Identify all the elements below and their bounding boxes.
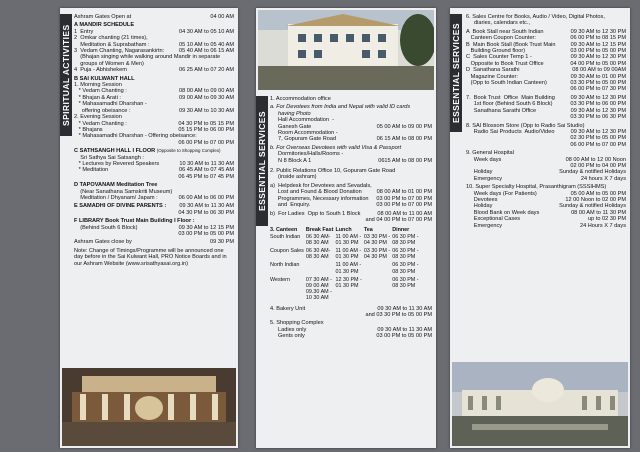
canteen-row <box>270 262 421 276</box>
samadhi-row: E SAMADHI OF DIVINE PARENTS : 09 30 AM to 11 30 AM <box>74 203 234 210</box>
timing-note: Note: Change of Timings/Programme will be announced one day before in the Sai Kulwant Hall, PRO Notice Boards and in our Ashram Website (www.srisathyasai.org.in) <box>74 247 227 267</box>
canteen-table <box>270 227 421 303</box>
schedule-time: 03 30 PM to 06 00 PM <box>570 101 626 108</box>
schedule-time: 06 00 AM to 06 00 PM <box>178 194 234 201</box>
canteen-cell: 06 30 AM- 08 30 AM <box>305 233 331 246</box>
schedule-label: (Near Sanathana Samskriti Museum) <box>74 188 173 195</box>
building-photo <box>258 10 434 90</box>
hospital-photo <box>452 362 628 446</box>
schedule-row <box>466 223 626 229</box>
schedule-label: Blood Bank on Week days <box>466 209 540 216</box>
bakery-row: 4. Bakery Unit 09 30 AM to 11 30 AM <box>270 305 432 312</box>
schedule-time: 09 30 AM to 11 30 AM <box>377 326 432 333</box>
schedule-label: * Mahasamadhi Dharshan - <box>74 101 147 108</box>
schedule-label: and Enquiry. <box>270 202 311 209</box>
schedule-label: b) For Ladies Opp to South 1 Block <box>270 210 361 217</box>
sathsangh-hall-list <box>74 155 234 181</box>
schedule-row <box>278 333 432 339</box>
schedule-label: N 8 Block A 1 <box>278 157 312 164</box>
canteen-header-cell: 3. Canteen <box>270 227 298 234</box>
schedule-time: 03 00 PM to 05 00 PM <box>178 231 234 237</box>
schedule-label: Week days <box>466 156 502 163</box>
schedule-time: 0615 AM to 08 00 PM <box>378 157 432 164</box>
schedule-time: 08 00 AM to 09 00AM <box>572 67 626 74</box>
schedule-label: a) Helpdesk for Devotees and Sevadals, <box>270 182 372 189</box>
schedule-label: 1. Morning Session <box>74 82 122 89</box>
helpdesk-list <box>270 183 432 209</box>
accommodation-overseas-list <box>270 151 432 164</box>
schedule-label: B Main Book Stall (Book Trust Main <box>466 41 556 48</box>
shopping-complex-list <box>270 327 432 340</box>
schedule-time: 08 00 AM to 12 00 Noon <box>565 156 626 163</box>
canteen-cell <box>364 262 392 276</box>
schedule-time: 08 00 AM to 11 00 AM <box>377 210 432 217</box>
schedule-label: Building Ground floor) <box>466 48 526 55</box>
canteen-cell: Coupon Sales <box>270 247 304 254</box>
schedule-time: 05 40 AM to 06 15 AM <box>178 48 234 55</box>
schedule-label: 2. Evening Session <box>74 114 122 121</box>
schedule-label: Programmes, Necessary information <box>270 195 369 202</box>
schedule-time: 03 30 PM to 06 30 PM <box>570 114 626 121</box>
canteen-cell: North Indian <box>270 262 300 269</box>
schedule-time: 06 15 AM to 08 00 PM <box>376 136 432 143</box>
schedule-time: 09 30 AM to 12 30 PM <box>570 94 626 101</box>
canteen-cell: 11 00 AM - 01 30 PM <box>335 247 362 261</box>
super-specialty-title: 10. Super Specialty Hospital, Prasanthigram (SSSIHMS) <box>466 184 607 191</box>
canteen-cell: 03 30 PM - 04 30 PM <box>363 233 391 246</box>
schedule-label: offering obeisance : <box>74 107 131 114</box>
schedule-label: Dormitories/Halls/Rooms - <box>278 151 344 158</box>
schedule-label: Emergency <box>466 222 503 229</box>
schedule-time: Sunday & notified Holidays <box>559 169 626 176</box>
book-trust-list <box>466 95 626 121</box>
schedule-label: Room Accommodation - <box>278 130 338 137</box>
accommodation-india-list <box>270 117 432 143</box>
schedule-label: C Sales Counter Temp 1 - <box>466 54 532 61</box>
canteen-cell: 07 30 AM - 09 00 AM 09.30 AM - 10 30 AM <box>305 276 332 302</box>
schedule-time: 09 30 AM to 12 30 PM <box>570 128 626 135</box>
schedule-time: 05 10 AM to 05 40 AM <box>178 41 234 48</box>
sathsangh-hall-title: C SATHSANGH HALL I FLOOR (Opposite to Shopping Complex) <box>74 148 221 155</box>
schedule-time: Sunday & notified Holidays <box>559 203 626 210</box>
library-list <box>74 225 234 238</box>
sales-centre-list <box>466 29 626 93</box>
schedule-time: 10 30 AM to 11 30 AM <box>179 160 234 167</box>
schedule-label: A Book Stall near South Indian <box>466 28 544 35</box>
accommodation-title: 1. Accommodation office <box>270 96 331 102</box>
schedule-time: 05 00 AM to 05 00 PM <box>570 190 626 197</box>
schedule-time: 09 30 AM to 12 30 PM <box>570 107 626 114</box>
schedule-time: 06 45 AM to 07 45 AM <box>178 167 234 174</box>
schedule-time: 06 00 PM to 07 30 PM <box>570 86 626 93</box>
mandir-schedule-list <box>74 29 234 74</box>
schedule-label: Canteen Coupon Counter: <box>466 35 536 42</box>
schedule-time: 09 30 AM to 01 00 PM <box>570 73 626 80</box>
sai-kulwant-hall-title: B SAI KULWANT HALL <box>74 75 135 82</box>
schedule-label: Magazine Counter: <box>466 73 518 80</box>
sidebar-spiritual-activities: SPIRITUAL ACTIVITIES <box>60 14 72 136</box>
schedule-label: Ganesh Gate <box>278 123 312 130</box>
tapovanam-title: D TAPOVANAM Meditation Tree <box>74 182 158 189</box>
schedule-label: Radio Sai Products Audio/Video <box>466 128 555 135</box>
schedule-label: 7, Gopuram Gate Road <box>278 136 337 143</box>
schedule-time: 06 45 PM to 07 45 PM <box>178 173 234 180</box>
panel3-content: 6. Sales Centre for Books, Audio / Video, Digital Photos, diaries, calendars etc., A Book Stall near South Indian 09 30 AM to 12 30 PM Canteen Coupon Counter: 06 00 PM to 08 15 PM B Main Book Stall (Book Trust Main 09 30 AM to 12 15 PM Building Ground floor) 03 00 PM to 05 00 PM C Sales Counter Temp 1 - 09 30 AM to 12 30 PM Opposite to Book Trust Office 04 00 PM to 05 00 PM D Sanathana Sarathi 08 00 AM to 09 00AM Magazine Counter: 09 30 AM to 01 00 PM (Opp to South Indian Canteen) 03 30 PM to 05 00 PM 06 00 PM to 07 30 PM 7. Book Trust Office Main Building 09 30 AM to 12 30 PM 1st floor (Behind South 6 Block) 03 30 PM to 06 00 PM Sanathana Sarathi Office 09 30 AM to 12 30 PM 03 30 PM to 06 30 PM 8. SAI Blossom Store (Opp to Radio Sai Studio) Radio Sai Products Audio/Video 09 30 AM to 12 30 PM 02 30 PM to 05 00 PM 06 00 PM to 07 00 PM 9. General Hospital Week days 08 00 AM to 12 00 Noon 02 00 PM to 04 00 PM Holiday Sunday & notified Holidays Emergency 24 hours X 7 days 10. Super Specialty Hospital, Prasanthigram (SSSIHMS) Week days (For Patients) 05 00 AM to 05 00 PM Devotees 12 00 Noon to 02 00 PM Holiday Sunday & notified Holidays Blood Bank on Week days 08 00 AM to 11 30 PM Exceptional Cases up to 02 30 PM Emergency 24 Hours X 7 days <box>466 14 626 229</box>
schedule-label: (Behind South 6 Block) <box>74 224 138 231</box>
canteen-header-cell: Tea <box>363 227 373 234</box>
schedule-label: Exceptional Cases <box>466 216 521 223</box>
schedule-label: Week days (For Patients) <box>466 190 537 197</box>
schedule-label: 3 Vedam Chanting, Nagarasankirtn: <box>74 48 165 55</box>
mandir-schedule-title: A MANDIR SCHEDULE <box>74 22 135 29</box>
schedule-time: 06 00 PM to 07 00 PM <box>570 141 626 148</box>
schedule-label: 1 Entry <box>74 28 94 35</box>
sidebar-essential-services-2: ESSENTIAL SERVICES <box>450 14 462 132</box>
schedule-time: 12 00 Noon to 02 00 PM <box>565 196 626 203</box>
schedule-label: Devotees <box>466 196 498 203</box>
schedule-time: 08 00 AM to 09 00 AM <box>178 88 234 95</box>
schedule-label: groups of Women & Men) <box>74 60 144 67</box>
schedule-time: 04 30 AM to 05 10 AM <box>178 28 234 35</box>
canteen-cell: 06 30 PM - 08 30 PM <box>392 276 419 289</box>
sales-centre-title: 6. Sales Centre for Books, Audio / Video, Digital Photos, <box>466 14 605 20</box>
canteen-cell: 11 00 AM - 01 30 PM <box>335 262 362 275</box>
canteen-header-cell: Dinner <box>392 227 410 234</box>
schedule-time: 05 00 AM to 09 00 PM <box>376 123 432 130</box>
schedule-label: Ladies only <box>278 326 307 333</box>
schedule-label: Opposite to Book Trust Office <box>466 60 544 67</box>
canteen-cell: 06 30 AM- 08 30 AM <box>305 247 331 261</box>
schedule-time: 09 30 AM to 12 30 PM <box>570 54 626 61</box>
library-title: F LIBRARY Book Trust Main Building I Floor : <box>74 218 195 225</box>
schedule-time: 06 25 AM to 07 20 AM <box>178 67 234 74</box>
general-hospital-title: 9. General Hospital <box>466 150 514 157</box>
schedule-label: Sanathana Sarathi Office <box>466 107 537 114</box>
canteen-cell <box>306 262 336 276</box>
panel1-content: Ashram Gates Open at 04 00 AM A MANDIR SCHEDULE 1 Entry 04 30 AM to 05 10 AM 2 Omkar chanting (21 times), Meditation & Suprabatham : 05 10 AM to 05 40 AM 3 Vedam Chanting, Nagarasankirtn: 05 40 AM to 06 15 AM (Bhajan singing while walking around Mandir in separate groups of Women & Men) 4 Puja - Abhishekem 06 25 AM to 07 20 AM B SAI KULWANT HALL 1. Morning Session * Vedam Chanting : 08 00 AM to 09 00 AM * Bhajan & Arati : 09 00 AM to 09 30 AM * Mahasamadhi Dharshan - offering obeisance : 09 30 AM to 10 30 AM 2. Evening Session * Vedam Chanting : 04 30 PM to 05 15 PM * Bhajans 05 15 PM to 06 00 PM * Mahasamadhi Dharshan - Offering obeisance: 06 00 PM to 07 00 PM C SATHSANGH HALL I FLOOR (Opposite to Shopping Complex) Sri Sathya Sai Satsangh : * Lectures by Revered Speakers 10 30 AM to 11 30 AM * Meditation 06 45 AM to 07 45 AM 06 45 PM to 07 45 PM D TAPOVANAM Meditation Tree (Near Sanathana Samskriti Museum) Meditation / Dhyanam/ Japam : 06 00 AM to 06 00 PM E SAMADHI OF DIVINE PARENTS : 09 30 AM to 11 30 AM 04 30 PM to 06 30 PM F LIBRARY Book Trust Main Building I Floor : (Behind South 6 Block) 09 30 AM to 12 15 PM 03 00 PM to 05 00 PM Ashram Gates close by 09 30 PM Note: Change of Timings/Programme will be announced one day before in the Sai Kulwant Hall, PRO Notice Boards and in our Ashram Website (www.srisathyasai.org.in) <box>74 14 234 267</box>
canteen-row <box>270 277 421 304</box>
schedule-time: 08 00 AM to 01 00 PM <box>376 189 432 196</box>
schedule-label: * Bhajans <box>74 126 103 133</box>
schedule-label: * Mahasamadhi Dharshan - Offering obeisance: <box>74 133 197 140</box>
tapovanam-list <box>74 189 234 202</box>
schedule-label: Gents only <box>278 333 305 340</box>
schedule-time: 03 00 PM to 05 00 PM <box>376 333 432 340</box>
canteen-cell: 03 30 PM - 04 30 PM <box>363 247 391 261</box>
canteen-cell: 06 30 PM - 08 30 PM <box>392 247 419 261</box>
public-relations-title: 2. Public Relations Office 10, Gopuram Gate Road <box>270 168 396 175</box>
canteen-cell: 06 30 PM - 08 30 PM <box>392 233 419 246</box>
canteen-cell: South Indian <box>270 233 301 240</box>
schedule-label: Meditation & Suprabatham : <box>74 41 150 48</box>
schedule-label: Holiday <box>466 203 493 210</box>
schedule-label: (Opp to South Indian Canteen) <box>466 80 547 87</box>
schedule-time: 09 30 AM to 10 30 AM <box>178 107 234 114</box>
schedule-time: 09 30 AM to 12 15 PM <box>178 224 234 231</box>
schedule-time: 03 30 PM to 05 00 PM <box>570 80 626 87</box>
schedule-time: 24 Hours X 7 days <box>579 222 626 229</box>
schedule-label: D Sanathana Sarathi <box>466 67 520 74</box>
schedule-label: 1st floor (Behind South 6 Block) <box>466 101 553 108</box>
shopping-complex-title: 5. Shopping Complex <box>270 320 324 327</box>
schedule-time: 04 00 PM to 05 00 PM <box>570 60 626 67</box>
canteen-header-row <box>270 227 421 233</box>
schedule-row <box>74 195 234 201</box>
gates-open-row: Ashram Gates Open at 04 00 AM <box>74 14 234 20</box>
schedule-label: Lost and Found & Blood Donation <box>270 189 362 196</box>
schedule-label: * Bhajan & Arati : <box>74 94 121 101</box>
schedule-label: * Meditation <box>74 167 109 174</box>
schedule-label: 4 Puja - Abhishekem <box>74 67 127 74</box>
canteen-row <box>270 248 421 262</box>
sai-kulwant-hall-list <box>74 82 234 146</box>
ladies-helpdesk-list <box>270 211 432 224</box>
schedule-time: 02 00 PM to 04 00 PM <box>570 162 626 169</box>
schedule-time: 08 00 AM to 11 30 PM <box>571 209 626 216</box>
schedule-label: Meditation / Dhyanam/ Japam : <box>74 194 158 201</box>
schedule-label: * Lectures by Revered Speakers <box>74 160 160 167</box>
schedule-label: 7. Book Trust Office Main Building <box>466 94 555 101</box>
canteen-cell <box>364 277 392 304</box>
schedule-time: 09 00 AM to 09 30 AM <box>178 94 234 101</box>
general-hospital-list <box>466 157 626 183</box>
canteen-row <box>270 234 421 248</box>
schedule-time: 24 hours X 7 days <box>580 175 626 182</box>
canteen-cell: 11 00 AM - 01 30 PM <box>335 233 362 246</box>
schedule-time: and 04 00 PM to 07 00 PM <box>365 216 432 223</box>
schedule-time: 09 30 AM to 12 30 PM <box>570 28 626 35</box>
super-specialty-list <box>466 191 626 229</box>
schedule-time: 03 00 PM to 07 00 PM <box>376 202 432 209</box>
gates-close-row: Ashram Gates close by 09 30 PM <box>74 239 234 246</box>
sidebar-essential-services-1: ESSENTIAL SERVICES <box>256 96 268 226</box>
schedule-time: 09 30 AM to 12 15 PM <box>570 41 626 48</box>
schedule-label: Emergency <box>466 175 503 182</box>
schedule-label: * Vedam Chanting : <box>74 120 127 127</box>
sai-blossom-title: 8. SAI Blossom Store (Opp to Radio Sai Studio) <box>466 122 585 129</box>
schedule-time: 05 15 PM to 06 00 PM <box>178 126 234 133</box>
canteen-header-cell: Lunch <box>335 227 352 234</box>
canteen-cell: 06 30 PM - 08 30 PM <box>392 262 419 275</box>
panel2-content: 1. Accommodation office a. For Devotees from India and Nepal with valid ID cards having Photo Hall Accommodation - Ganesh Gate 05 00 AM to 09 00 PM Room Accommodation - 7, Gopuram Gate Road 06 15 AM to 08 00 PM b. For Overseas Devotees with valid Visa & Passport Dormitories/Halls/Rooms - N 8 Block A 1 0615 AM to 08 00 PM 2. Public Relations Office 10, Gopuram Gate Road (inside ashram) a) Helpdesk for Devotees and Sevadals, Lost and Found & Blood Donation 08 00 AM to 01 00 PM Programmes, Necessary information 03 00 PM to 07 00 PM and Enquiry. 03 00 PM to 07 00 PM b) For Ladies Opp to South 1 Block 08 00 AM to 11 00 AM and 04 00 PM to 07 00 PM 3. Canteen Break Fast Lunch Tea Dinner South Indian 06 30 AM- 08 30 AM 11 00 AM - 01 30 PM 03 30 PM - 04 30 PM 06 30 PM - 08 30 PM Coupon Sales 06 30 AM- 08 30 AM 11 00 AM - 01 30 PM 03 30 PM - 04 30 PM 06 30 PM - 08 30 PM North Indian 11 00 AM - 01 30 PM 06 30 PM - 08 30 PM Western 07 30 AM - 09 00 AM 09.30 AM - 10 30 AM 12 30 PM - 01 30 PM 06 30 PM - 08 30 PM 4. Bakery Unit 09 30 AM to 11 30 AM and 03 30 PM to 05 00 PM 5. Shopping Complex Ladies only 09 30 AM to 11 30 AM Gents only 03 00 PM to 05 00 PM <box>270 96 432 340</box>
schedule-label: Sri Sathya Sai Satsangh : <box>74 154 144 161</box>
schedule-time: up to 02 30 PM <box>588 216 626 223</box>
temple-photo <box>62 368 236 446</box>
schedule-time: 02 30 PM to 05 00 PM <box>570 135 626 142</box>
canteen-cell: 12 30 PM - 01 30 PM <box>335 276 362 289</box>
canteen-header-cell: Break Fast <box>305 227 334 234</box>
schedule-label: Hall Accommodation - <box>278 117 334 124</box>
schedule-label: 2 Omkar chanting (21 times), <box>74 35 148 42</box>
schedule-time: 06 00 PM to 08 15 PM <box>570 35 626 42</box>
schedule-time: 04 30 PM to 05 15 PM <box>178 120 234 127</box>
schedule-label: (Bhajan singing while walking around Mandir in separate <box>74 54 221 61</box>
schedule-label: Holiday <box>466 169 493 176</box>
canteen-cell: Western <box>270 276 290 283</box>
schedule-time: 06 00 PM to 07 00 PM <box>178 139 234 146</box>
sai-blossom-list <box>466 129 626 148</box>
schedule-label: * Vedam Chanting : <box>74 88 127 95</box>
schedule-time: 03 00 PM to 07 00 PM <box>376 195 432 202</box>
schedule-time: 03 00 PM to 05 00 PM <box>570 48 626 55</box>
